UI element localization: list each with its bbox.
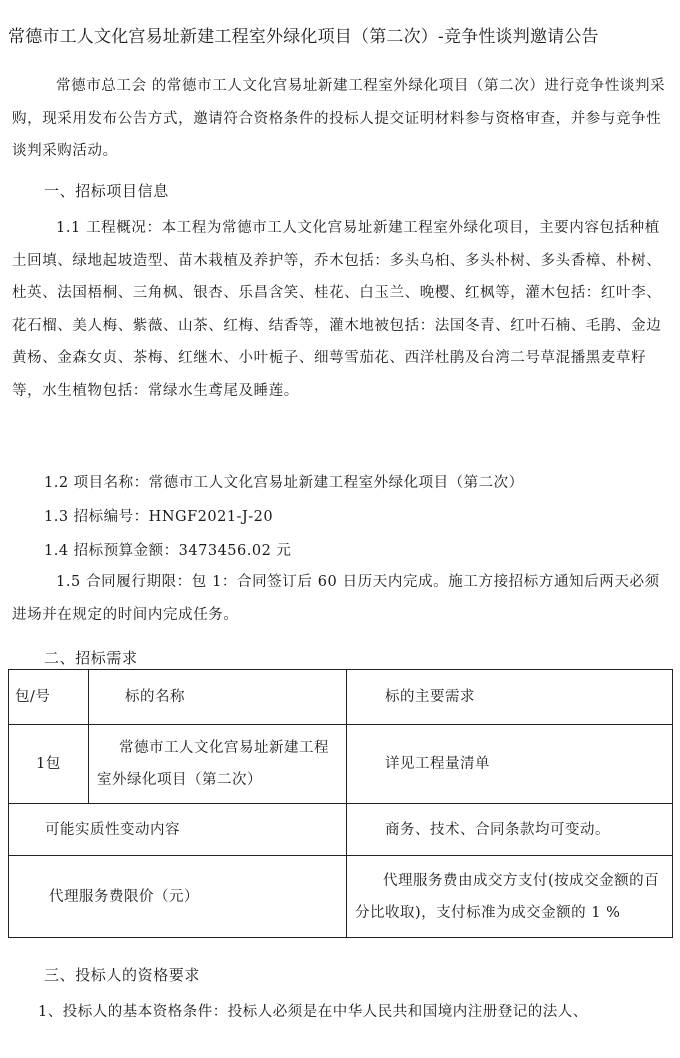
table-header-cell: 标的名称 bbox=[89, 670, 347, 725]
qualification-item-1: 1、投标人的基本资格条件：投标人必须是在中华人民共和国境内注册登记的法人、 bbox=[38, 1004, 588, 1020]
project-overview: 1.1 工程概况：本工程为常德市工人文化宫易址新建工程室外绿化项目，主要内容包括种植土回填、绿地起坡造型、苗木栽植及养护等，乔木包括：多头乌桕、多头朴树、多头香樟、朴树、杜英、法国梧桐、三角枫、银杏、乐昌含笑、桂花、白玉兰、晚樱、红枫等，灌木包括：红叶李、花石榴、美人梅、紫薇、山茶、红梅、结香等，灌木地被包括：法国冬青、红叶石楠、毛鹃、金边黄杨、金森女贞、茶梅、红继木、小叶栀子、细萼雪茄花、西洋杜鹃及台湾二号草混播黑麦草籽等，水生植物包括：常绿水生鸢尾及睡莲。 bbox=[12, 220, 662, 399]
project-name: 1.2 项目名称：常德市工人文化宫易址新建工程室外绿化项目（第二次） bbox=[44, 475, 524, 491]
table-cell: 代理服务费由成交方支付(按成交金额的百分比收取)，支付标准为成交金额的 1 % bbox=[347, 856, 673, 938]
table-header-cell: 包/号 bbox=[9, 670, 89, 725]
section2-heading: 二、招标需求 bbox=[44, 649, 138, 667]
intro-text: 的常德市工人文化宫易址新建工程室外绿化项目（第二次）进行竞争性谈判采购，现采用发布公告方式，邀请符合资格条件的投标人提交证明材料参与资格审查，并参与竞争性谈判采购活动。 bbox=[12, 78, 666, 159]
table-header-cell: 标的主要需求 bbox=[347, 670, 673, 725]
intro-org: 常德市总工会 bbox=[56, 78, 147, 94]
table-cell: 详见工程量清单 bbox=[347, 725, 673, 804]
table-row bbox=[9, 856, 673, 938]
table-row bbox=[9, 725, 673, 804]
requirements-table bbox=[8, 669, 673, 938]
table-cell: 常德市工人文化宫易址新建工程室外绿化项目（第二次） bbox=[89, 725, 347, 804]
table-row bbox=[9, 804, 673, 856]
table-cell: 代理服务费限价（元） bbox=[9, 856, 347, 938]
contract-period: 1.5 合同履行期限：包 1：合同签订后 60 日历天内完成。施工方接招标方通知后两天必须进场并在规定的时间内完成任务。 bbox=[12, 574, 660, 623]
section3-heading: 三、投标人的资格要求 bbox=[44, 966, 201, 984]
tender-budget: 1.4 招标预算金额：3473456.02 元 bbox=[44, 543, 292, 559]
section1-heading: 一、招标项目信息 bbox=[44, 182, 169, 200]
intro-paragraph bbox=[12, 70, 668, 168]
table-cell: 1包 bbox=[9, 725, 89, 804]
table-cell: 可能实质性变动内容 bbox=[9, 804, 347, 856]
page-title: 常德市工人文化宫易址新建工程室外绿化项目（第二次）-竞争性谈判邀请公告 bbox=[8, 27, 599, 47]
tender-code: 1.3 招标编号：HNGF2021-J-20 bbox=[44, 509, 274, 525]
table-header-row bbox=[9, 670, 673, 725]
table-cell: 商务、技术、合同条款均可变动。 bbox=[347, 804, 673, 856]
